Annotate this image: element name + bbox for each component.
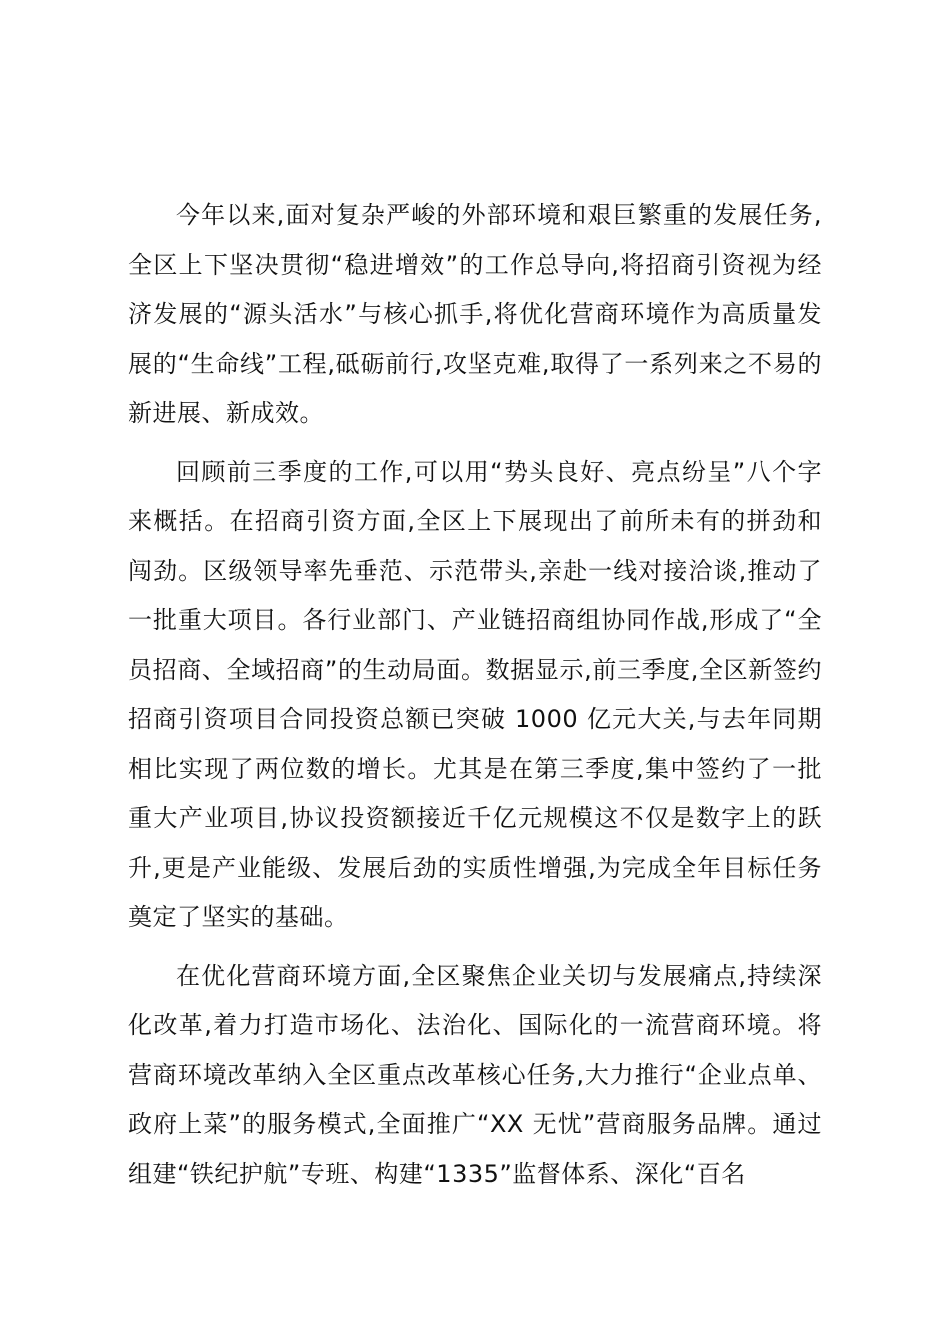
document-page bbox=[128, 191, 822, 1208]
paragraph-3: 在优化营商环境方面,全区聚焦企业关切与发展痛点,持续深化改革,着力打造市场化、法治化、国际化的一流营商环境。将营商环境改革纳入全区重点改革核心任务,大力推行“企业点单、政府上菜”的服务模式,全面推广“XX 无忧”营商服务品牌。通过组建“铁纪护航”专班、构建“1335”监督体系、深化“百名 bbox=[128, 961, 822, 1188]
paragraph-1: 今年以来,面对复杂严峻的外部环境和艰巨繁重的发展任务,全区上下坚决贯彻“稳进增效”的工作总导向,将招商引资视为经济发展的“源头活水”与核心抓手,将优化营商环境作为高质量发展的“生命线”工程,砥砺前行,攻坚克难,取得了一系列来之不易的新进展、新成效。 bbox=[128, 201, 822, 427]
paragraph-2: 回顾前三季度的工作,可以用“势头良好、亮点纷呈”八个字来概括。在招商引资方面,全区上下展现出了前所未有的拼劲和闯劲。区级领导率先垂范、示范带头,亲赴一线对接洽谈,推动了一批重大项目。各行业部门、产业链招商组协同作战,形成了“全员招商、全域招商”的生动局面。数据显示,前三季度,全区新签约招商引资项目合同投资总额已突破 1000 亿元大关,与去年同期相比实现了两位数的增长。尤其是在第三季度,集中签约了一批重大产业项目,协议投资额接近千亿元规模这不仅是数字上的跃升,更是产业能级、发展后劲的实质性增强,为完成全年目标任务奠定了坚实的基础。 bbox=[128, 457, 822, 931]
